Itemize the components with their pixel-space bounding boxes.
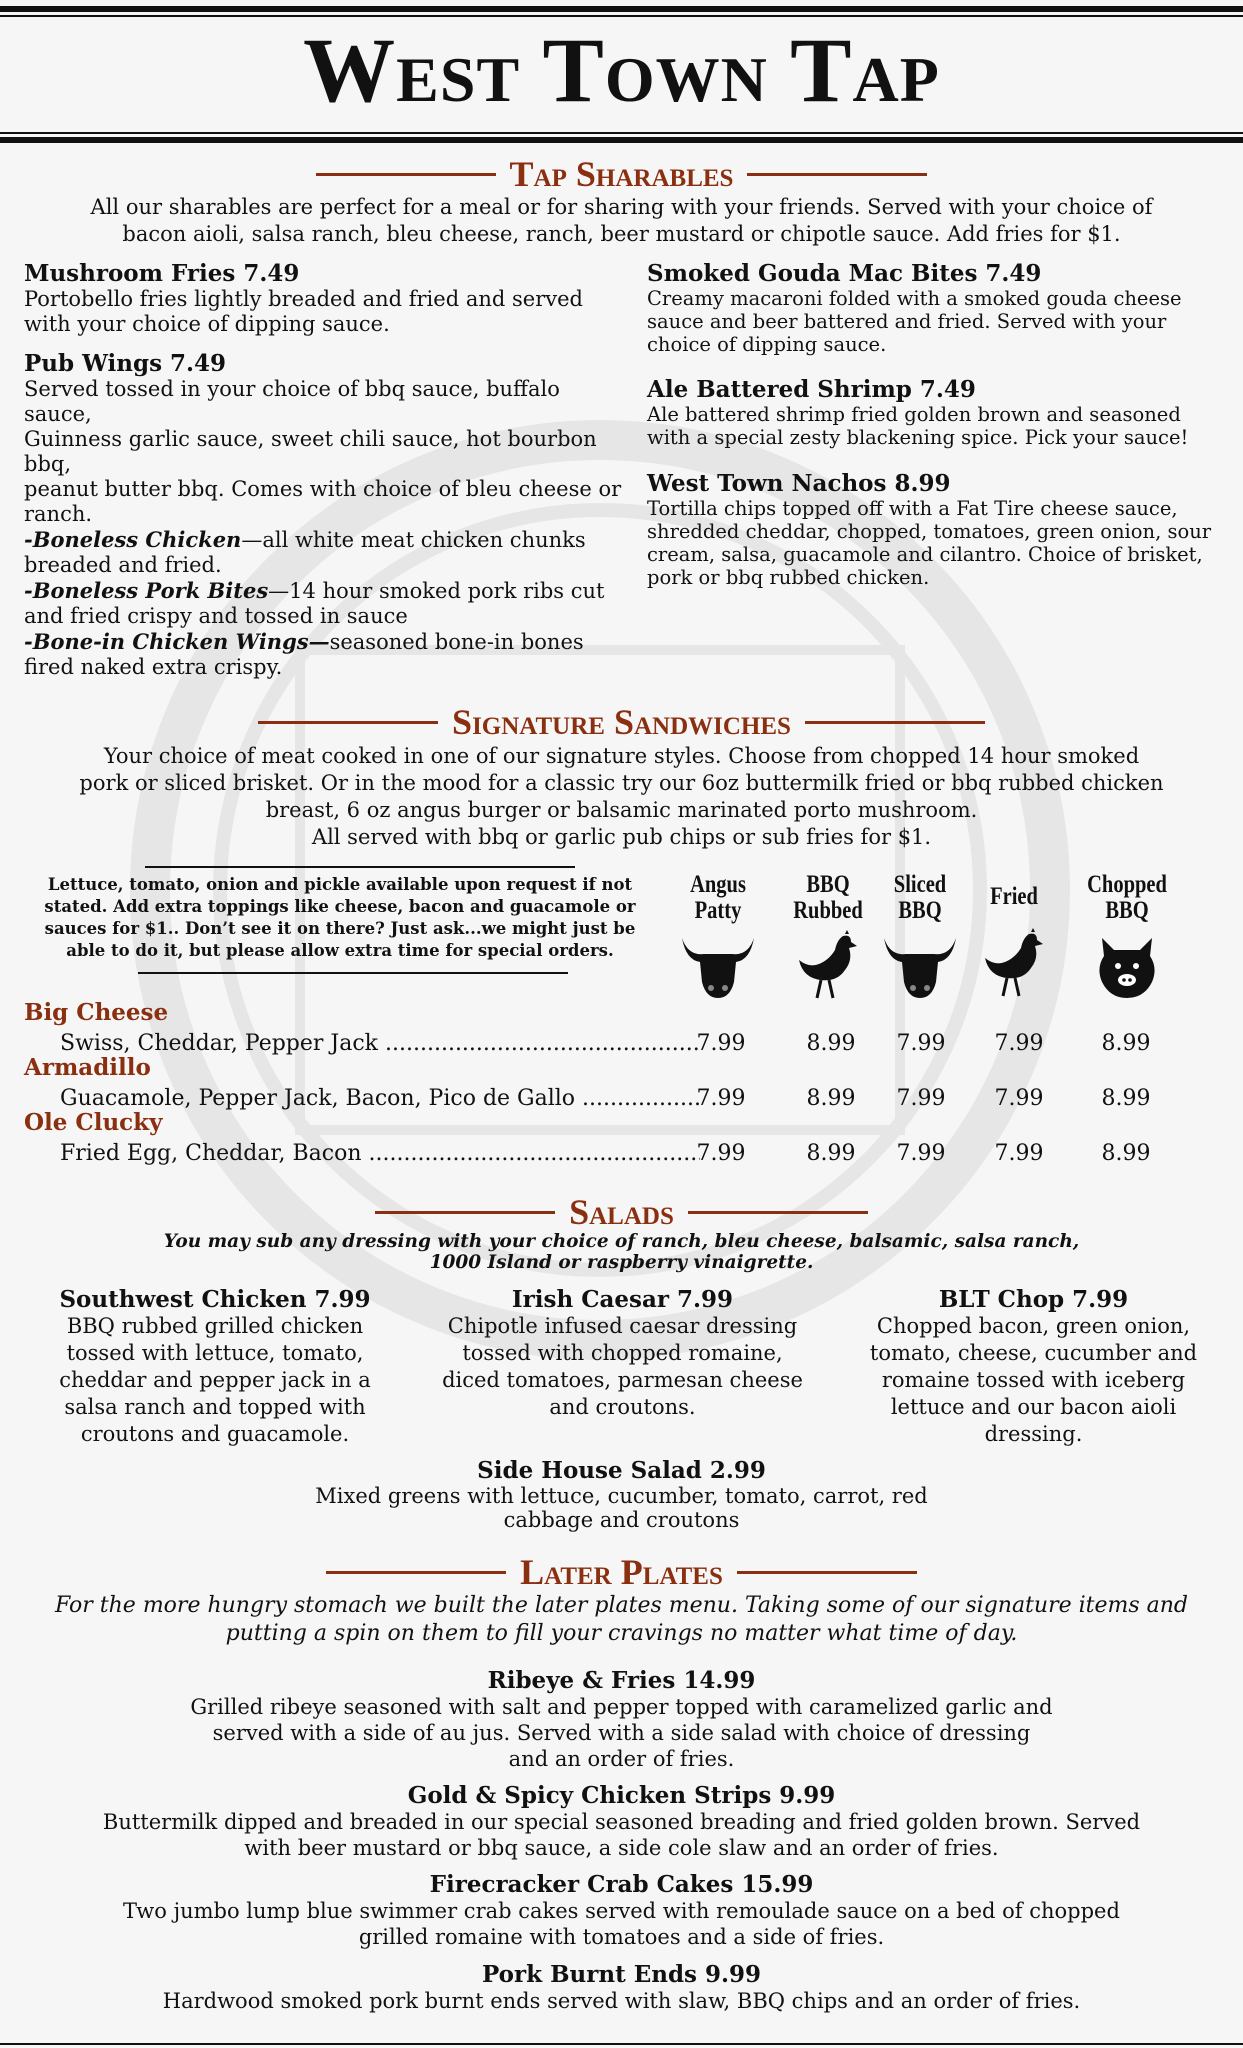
style-chopped-bbq <box>1072 872 1182 1000</box>
price-sliced-bbq: 7.99 <box>896 1031 946 1056</box>
sandwiches-intro-1: Your choice of meat cooked in one of our signature styles. Choose from chopped 14 hour smoked <box>103 744 1140 768</box>
pig-icon <box>1092 930 1162 1000</box>
price-angus: 7.99 <box>696 1141 746 1166</box>
wing-option-bone-in <box>24 629 624 680</box>
sandwich-name-armadillo: Armadillo <box>24 1054 151 1081</box>
price-chopped-bbq: 8.99 <box>1101 1086 1151 1111</box>
style-label: Chopped BBQ <box>1087 871 1167 924</box>
dressing-note-2: 1000 Island or raspberry vinaigrette. <box>429 1252 814 1273</box>
plate-name: Firecracker Crab Cakes 15.99 <box>429 1871 814 1898</box>
style-angus-patty <box>663 872 773 1000</box>
item-name: Pub Wings 7.49 <box>24 350 227 377</box>
item-ale-battered-shrimp <box>647 376 1217 449</box>
sharables-intro-2: bacon aioli, salsa ranch, bleu cheese, ranch, beer mustard or chipotle sauce. Add fries for $1. <box>122 222 1121 246</box>
salad-name: Side House Salad 2.99 <box>477 1457 766 1484</box>
heading-rule <box>688 1211 868 1214</box>
sandwiches-heading-text: Signature Sandwiches <box>452 702 791 742</box>
option-text: —all white meat chicken chunks breaded and fried. <box>24 528 586 577</box>
salads-heading-text: Salads <box>569 1192 674 1232</box>
salad-irish-caesar <box>440 1286 805 1421</box>
item-gouda-mac-bites <box>647 260 1217 356</box>
item-desc: Creamy macaroni folded with a smoked gouda cheese sauce and beer battered and fried. Served with your choice of dipping sauce. <box>647 287 1182 356</box>
salad-desc: BBQ rubbed grilled chicken tossed with lettuce, tomato, cheddar and pepper jack in a salsa ranch and topped with croutons and guacamole. <box>59 1314 371 1446</box>
sandwich-ingredients: Guacamole, Pepper Jack, Bacon, Pico de Gallo ..... <box>60 1085 700 1113</box>
chicken-icon <box>979 928 1049 1000</box>
price-bbq-rubbed: 8.99 <box>806 1086 856 1111</box>
style-label: Angus Patty <box>690 871 746 924</box>
item-desc: Portobello fries lightly breaded and fried and served with your choice of dipping sauce. <box>24 287 583 336</box>
option-label: -Boneless Chicken <box>24 527 242 552</box>
note-rule-bottom <box>138 972 568 974</box>
item-name: Smoked Gouda Mac Bites 7.49 <box>647 260 1042 287</box>
option-text: —14 hour smoked pork ribs cut and fried crispy and tossed in sauce <box>24 579 605 628</box>
item-desc: Ale battered shrimp fried golden brown and seasoned with a special zesty blackening spice. Pick your sauce! <box>647 403 1189 449</box>
sharables-heading-text: Tap Sharables <box>509 154 734 194</box>
plate-name: Ribeye & Fries 14.99 <box>487 1667 756 1694</box>
option-label: -Boneless Pork Bites <box>24 578 269 603</box>
price-bbq-rubbed: 8.99 <box>806 1031 856 1056</box>
plate-desc: Hardwood smoked pork burnt ends served with slaw, BBQ chips and an order of fries. <box>162 1989 1081 2013</box>
bull-icon <box>678 930 758 1000</box>
price-fried: 7.99 <box>994 1031 1044 1056</box>
bull-icon <box>880 930 960 1000</box>
heading-rule <box>747 173 927 176</box>
option-label: -Bone-in Chicken Wings— <box>24 629 330 654</box>
price-bbq-rubbed: 8.99 <box>806 1141 856 1166</box>
plate-desc: Two jumbo lump blue swimmer crab cakes served with remoulade sauce on a bed of chopped grilled romaine with tomatoes and a side of fries. <box>123 1899 1120 1949</box>
plate-desc: Buttermilk dipped and breaded in our special seasoned breading and fried golden brown. Served with beer mustard or bbq sauce, a side cole slaw and an order of fries. <box>102 1810 1141 1860</box>
item-desc-line: Served tossed in your choice of bbq sauce, buffalo sauce, <box>24 377 560 426</box>
sandwich-row-big-cheese <box>0 1030 1243 1058</box>
sandwich-row-armadillo <box>0 1085 1243 1113</box>
chicken-icon <box>793 930 863 1002</box>
sandwiches-heading <box>0 700 1243 744</box>
price-fried: 7.99 <box>994 1141 1044 1166</box>
later-plates-heading-text: Later Plates <box>520 1552 723 1592</box>
style-label: Sliced BBQ <box>893 871 947 924</box>
sandwiches-intro-2: pork or sliced brisket. Or in the mood for a classic try our 6oz buttermilk fried or bbq rubbed chicken <box>79 771 1164 795</box>
top-rule-thin <box>0 15 1243 17</box>
salad-southwest-chicken <box>50 1286 380 1448</box>
price-chopped-bbq: 8.99 <box>1101 1141 1151 1166</box>
item-west-town-nachos <box>647 470 1217 589</box>
sandwich-name-ole-clucky: Ole Clucky <box>24 1109 163 1136</box>
heading-rule <box>737 1571 917 1574</box>
restaurant-title: West Town Tap <box>303 19 940 121</box>
wing-option-boneless-pork <box>24 578 624 629</box>
price-sliced-bbq: 7.99 <box>896 1141 946 1166</box>
item-name: Ale Battered Shrimp 7.49 <box>647 376 976 403</box>
heading-rule <box>375 1211 555 1214</box>
plate-name: Gold & Spicy Chicken Strips 9.99 <box>407 1782 836 1809</box>
plate-name: Pork Burnt Ends 9.99 <box>481 1961 762 1988</box>
title-rule-thin <box>0 132 1243 134</box>
later-plates-heading <box>0 1550 1243 1594</box>
sandwich-row-ole-clucky <box>0 1140 1243 1168</box>
sharables-heading <box>0 152 1243 196</box>
wing-option-boneless-chicken <box>24 527 624 578</box>
top-rule-thick <box>0 6 1243 12</box>
sandwich-ingredients: Swiss, Cheddar, Pepper Jack ..... <box>60 1030 700 1058</box>
item-desc-line: peanut butter bbq. Comes with choice of bleu cheese or ranch. <box>24 477 622 526</box>
item-name: Mushroom Fries 7.49 <box>24 260 300 287</box>
plate-chicken-strips <box>90 1782 1153 1861</box>
plate-crab-cakes <box>90 1871 1153 1950</box>
salad-desc: Mixed greens with lettuce, cucumber, tomato, carrot, red cabbage and croutons <box>315 1484 928 1532</box>
bottom-rule <box>0 2043 1243 2045</box>
sharables-intro-1: All our sharables are perfect for a meal or for sharing with your friends. Served with your choice of <box>90 195 1153 219</box>
plate-burnt-ends <box>90 1961 1153 2014</box>
price-chopped-bbq: 8.99 <box>1101 1031 1151 1056</box>
price-angus: 7.99 <box>696 1031 746 1056</box>
title-rule-thick <box>0 137 1243 143</box>
dressing-note-1: You may sub any dressing with your choice of ranch, bleu cheese, balsamic, salsa ranch, <box>163 1231 1080 1252</box>
price-angus: 7.99 <box>696 1086 746 1111</box>
style-label: BBQ Rubbed <box>793 871 863 924</box>
item-desc: Tortilla chips topped off with a Fat Tire cheese sauce, shredded cheddar, chopped, tomatoes, green onion, sour cream, salsa, guacamole and cilantro. Choice of brisket, pork or bbq rubbed chicken. <box>647 497 1212 589</box>
salad-blt-chop <box>866 1286 1201 1448</box>
price-fried: 7.99 <box>994 1086 1044 1111</box>
style-label: Fried <box>990 883 1038 910</box>
later-plates-intro: For the more hungry stomach we built the later plates menu. Taking some of our signature items and putting a spin on them to fill your cravings no matter what time of day. <box>54 1593 1189 1646</box>
plate-ribeye-fries <box>90 1667 1153 1772</box>
heading-rule <box>316 173 496 176</box>
option-text: seasoned bone-in bones fired naked extra crispy. <box>24 630 584 679</box>
heading-rule <box>326 1571 506 1574</box>
heading-rule <box>805 721 985 724</box>
salad-desc: Chipotle infused caesar dressing tossed with chopped romaine, diced tomatoes, parmesan cheese and croutons. <box>442 1314 803 1419</box>
price-sliced-bbq: 7.99 <box>896 1086 946 1111</box>
salad-side-house <box>300 1457 943 1532</box>
salad-name: BLT Chop 7.99 <box>938 1286 1129 1313</box>
plate-desc: Grilled ribeye seasoned with salt and pepper topped with caramelized garlic and served with a side of au jus. Served with a side salad with choice of dressing and an order of fries. <box>190 1695 1053 1771</box>
item-mushroom-fries <box>24 260 614 337</box>
style-fried <box>959 884 1069 1000</box>
item-pub-wings <box>24 350 624 680</box>
salads-heading <box>0 1190 1243 1234</box>
sandwich-ingredients: Fried Egg, Cheddar, Bacon ..... <box>60 1140 700 1168</box>
item-name: West Town Nachos 8.99 <box>647 470 951 497</box>
salad-name: Southwest Chicken 7.99 <box>59 1286 371 1313</box>
toppings-note: Lettuce, tomato, onion and pickle available upon request if not stated. Add extra toppings like cheese, bacon and guacamole or sauces for $1.. Don’t see it on there? Just ask...we might just be able to do it, but please allow extra time for special orders. <box>44 875 636 960</box>
sandwiches-intro-3: breast, 6 oz angus burger or balsamic marinated porto mushroom. <box>265 798 978 822</box>
salad-desc: Chopped bacon, green onion, tomato, cheese, cucumber and romaine tossed with iceberg lettuce and our bacon aioli dressing. <box>869 1314 1198 1446</box>
heading-rule <box>258 721 438 724</box>
sandwiches-intro-4: All served with bbq or garlic pub chips or sub fries for $1. <box>311 825 932 849</box>
salad-name: Irish Caesar 7.99 <box>511 1286 734 1313</box>
item-desc-line: Guinness garlic sauce, sweet chili sauce, hot bourbon bbq, <box>24 427 597 476</box>
sandwich-name-big-cheese: Big Cheese <box>24 999 169 1026</box>
note-rule-top <box>145 866 575 868</box>
